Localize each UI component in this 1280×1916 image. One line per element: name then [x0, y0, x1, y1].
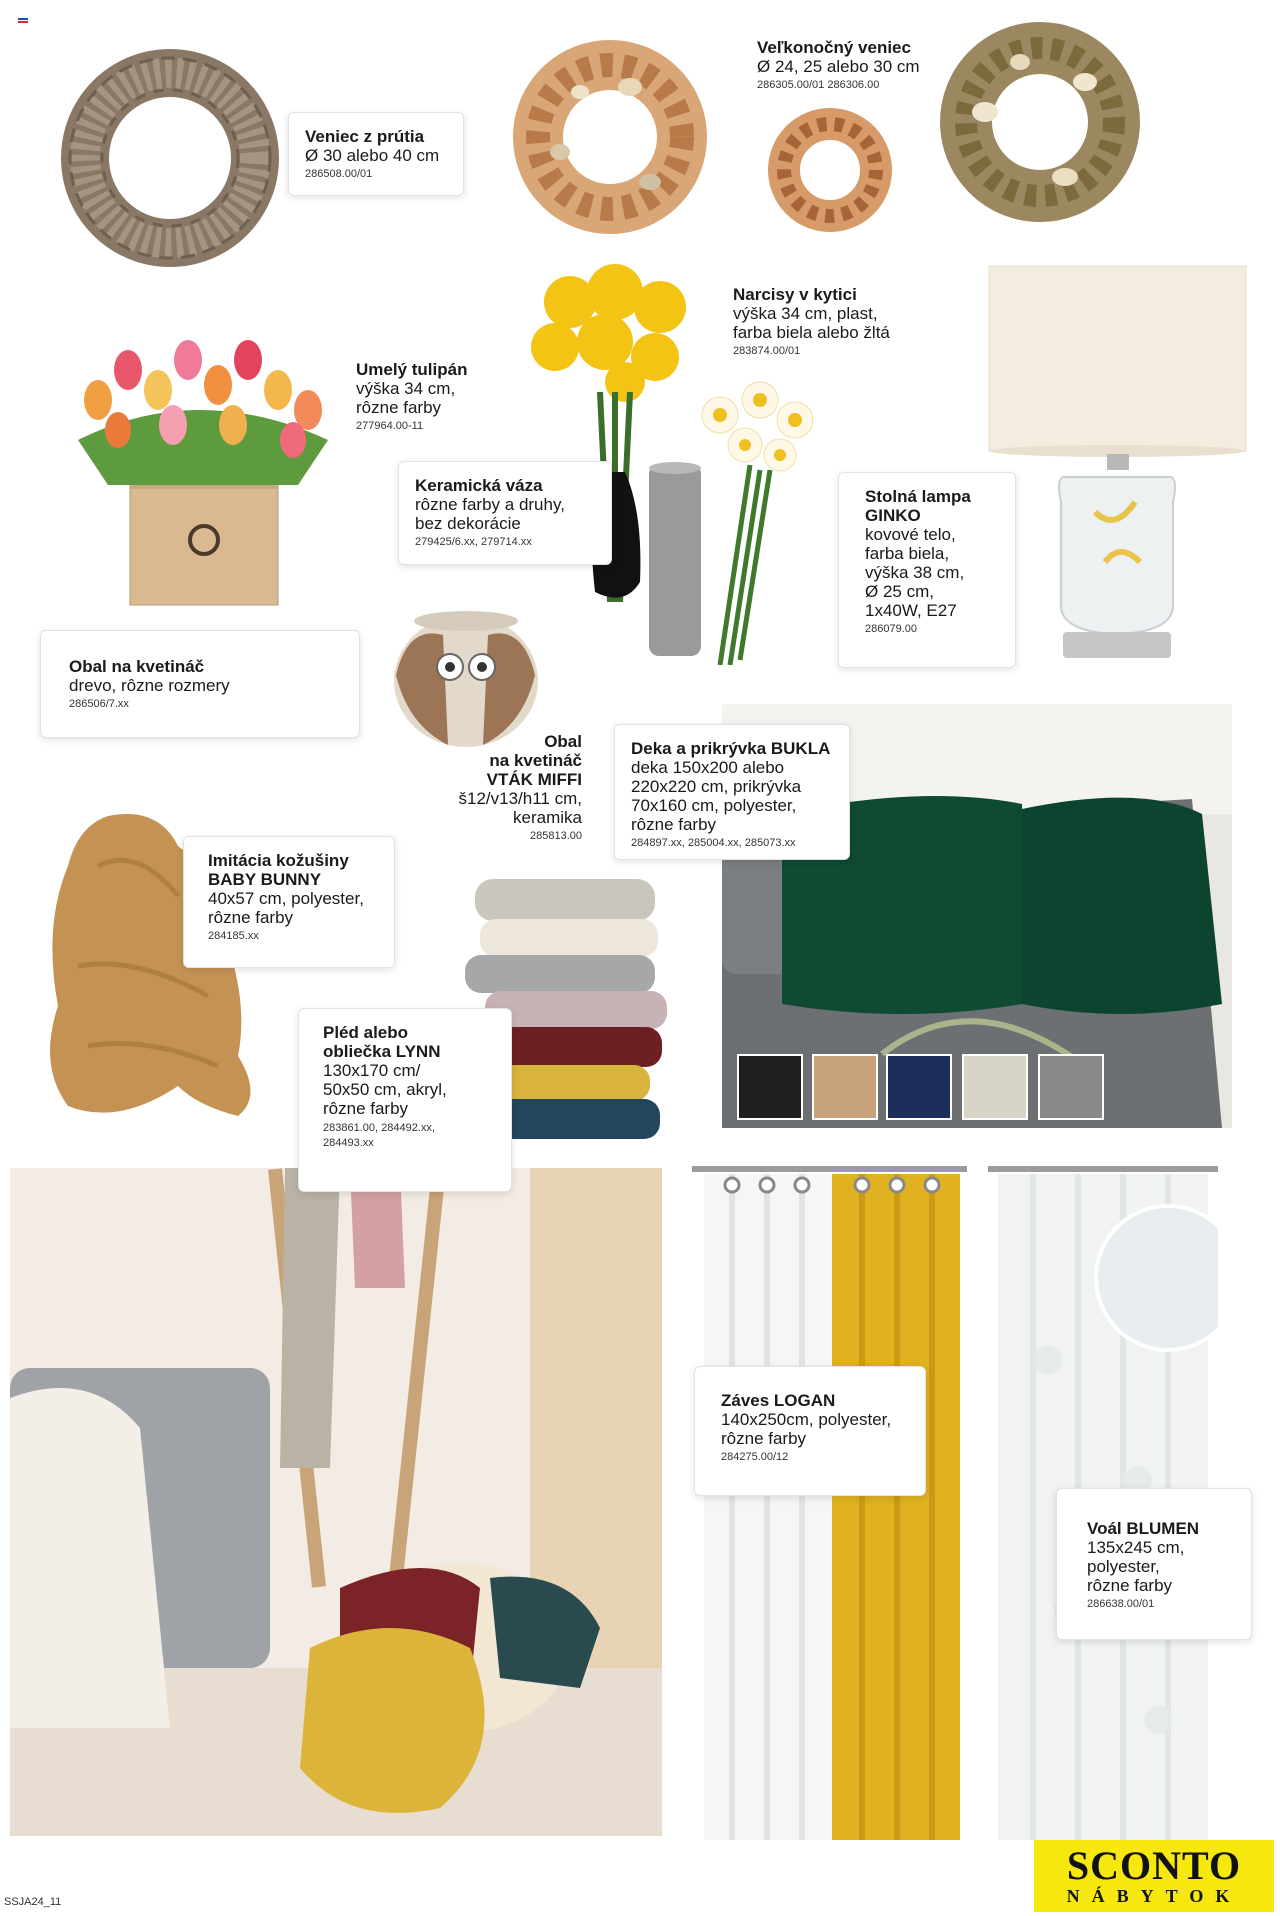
willow-wreath-image — [50, 38, 290, 278]
product-code: 286079.00 — [865, 623, 917, 635]
easter-wreath-large-image — [500, 32, 720, 242]
product-desc: výška 34 cm, — [356, 379, 456, 398]
product-title: Veniec z prútia — [305, 127, 425, 146]
product-card-zaves — [694, 1366, 926, 1496]
product-title: Imitácia kožušiny — [208, 851, 349, 870]
product-code: 284493.xx — [323, 1137, 374, 1149]
product-title: Narcisy v kytici — [733, 285, 857, 304]
product-desc: 1x40W, E27 — [865, 601, 957, 620]
product-desc: rôzne farby — [1087, 1576, 1173, 1595]
ginko-table-lamp-image — [985, 262, 1250, 667]
product-desc: rôzne farby — [208, 908, 294, 927]
product-title: BABY BUNNY — [208, 870, 322, 889]
sconto-logo — [1034, 1840, 1274, 1912]
product-code: 286508.00/01 — [305, 168, 373, 180]
product-desc: drevo, rôzne rozmery — [69, 676, 230, 695]
page-code: SSJA24_11 — [4, 1896, 62, 1908]
product-code: 285813.00 — [530, 830, 582, 842]
color-swatch-camel — [812, 1054, 878, 1120]
white-daffodil-image — [690, 375, 830, 665]
easter-wreath-small-image — [755, 100, 905, 240]
product-card-voal — [1056, 1488, 1252, 1640]
color-swatch-black — [737, 1054, 803, 1120]
product-card-kozusina — [183, 836, 395, 968]
product-title: Voál BLUMEN — [1087, 1519, 1200, 1538]
easter-wreath-eggs-image — [925, 12, 1155, 232]
product-code: 284185.xx — [208, 930, 259, 942]
product-desc: farba biela, — [865, 544, 950, 563]
product-desc: 130x170 cm/ — [323, 1061, 421, 1080]
product-desc: keramika — [513, 808, 582, 827]
product-card-vaza — [398, 461, 612, 565]
product-code: 286305.00/01 286306.00 — [757, 79, 880, 91]
logan-curtain-image — [692, 1160, 967, 1840]
product-code: 284897.xx, 285004.xx, 285073.xx — [631, 837, 796, 849]
product-card-veniec-prutia — [288, 112, 464, 196]
product-label-velkonocny-veniec — [757, 38, 920, 93]
product-desc: 135x245 cm, — [1087, 1538, 1185, 1557]
product-title: na kvetináč — [489, 751, 582, 770]
product-desc: Ø 24, 25 alebo 30 cm — [757, 57, 920, 76]
product-title: VTÁK MIFFI — [486, 770, 582, 789]
product-title: Stolná lampa — [865, 487, 971, 506]
product-title: Pléd alebo — [323, 1023, 409, 1042]
product-card-bukla — [614, 724, 850, 860]
product-desc: farba biela alebo žltá — [733, 323, 890, 342]
product-title: Umelý tulipán — [356, 360, 468, 379]
product-desc: 140x250cm, polyester, — [721, 1410, 892, 1429]
product-desc: výška 38 cm, — [865, 563, 965, 582]
product-title: Deka a prikrývka BUKLA — [631, 739, 831, 758]
product-desc: výška 34 cm, plast, — [733, 304, 878, 323]
color-swatch-grey — [1038, 1054, 1104, 1120]
product-label-obal-miffi — [430, 732, 582, 844]
tulip-bouquet-image — [58, 290, 343, 615]
product-title: Keramická váza — [415, 476, 543, 495]
product-label-tulipan — [356, 360, 467, 434]
product-desc: 70x160 cm, polyester, — [631, 796, 797, 815]
product-desc: bez dekorácie — [415, 514, 521, 533]
product-desc: polyester, — [1087, 1557, 1160, 1576]
product-desc: deka 150x200 alebo — [631, 758, 785, 777]
product-desc: Ø 30 alebo 40 cm — [305, 146, 440, 165]
product-desc: rôzne farby — [356, 398, 442, 417]
product-code: 286638.00/01 — [1087, 1598, 1155, 1610]
logo-line-1: SCONTO — [1066, 1843, 1242, 1888]
product-code: 283861.00, 284492.xx, — [323, 1122, 435, 1134]
product-desc: rôzne farby — [631, 815, 717, 834]
color-swatch-navy — [886, 1054, 952, 1120]
product-desc: Ø 25 cm, — [865, 582, 934, 601]
product-card-lampa — [838, 472, 1016, 668]
product-code: 283874.00/01 — [733, 345, 801, 357]
product-title: GINKO — [865, 506, 921, 525]
language-flag-icon — [18, 18, 28, 25]
color-swatch-cream — [962, 1054, 1028, 1120]
product-label-narcisy — [733, 285, 890, 359]
product-desc: 220x220 cm, prikrývka — [631, 777, 802, 796]
product-desc: rôzne farby a druhy, — [415, 495, 565, 514]
product-card-pled — [298, 1008, 512, 1192]
product-desc: 40x57 cm, polyester, — [208, 889, 364, 908]
logo-line-2: NÁBYTOK — [1066, 1886, 1242, 1906]
product-title: Obal — [544, 732, 582, 751]
product-desc: rôzne farby — [721, 1429, 807, 1448]
living-room-throws-photo — [10, 1168, 662, 1836]
product-desc: kovové telo, — [865, 525, 956, 544]
product-title: Obal na kvetináč — [69, 657, 205, 676]
product-card-obal-drevo — [40, 630, 360, 738]
product-code: 279425/6.xx, 279714.xx — [415, 536, 532, 548]
product-title: obliečka LYNN — [323, 1042, 441, 1061]
owl-planter-image — [388, 605, 543, 750]
product-desc: 50x50 cm, akryl, — [323, 1080, 447, 1099]
product-code: 286506/7.xx — [69, 698, 129, 710]
product-title: Záves LOGAN — [721, 1391, 836, 1410]
product-desc: š12/v13/h11 cm, — [458, 789, 582, 808]
product-code: 284275.00/12 — [721, 1451, 789, 1463]
product-title: Veľkonočný veniec — [757, 38, 911, 57]
product-code: 277964.00-11 — [356, 420, 424, 432]
product-desc: rôzne farby — [323, 1099, 409, 1118]
